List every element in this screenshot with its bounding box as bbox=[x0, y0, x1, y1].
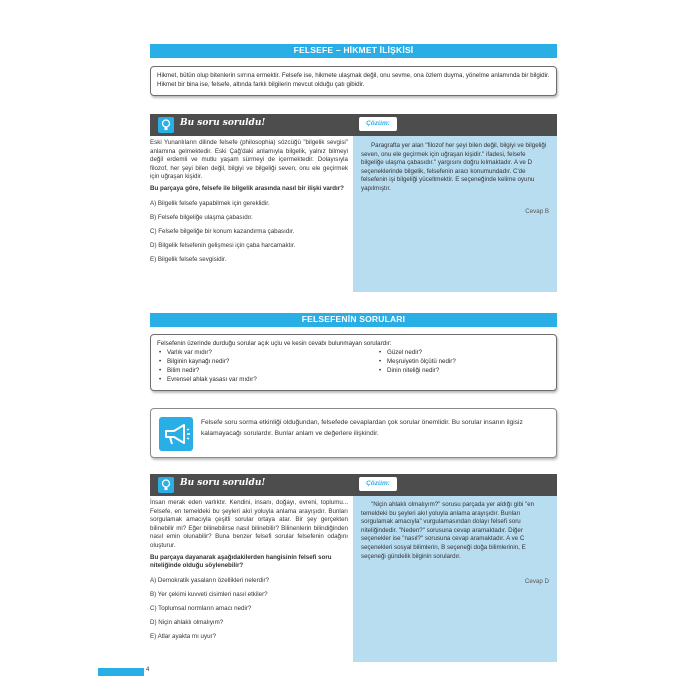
megaphone-icon bbox=[159, 417, 193, 451]
page-number-bar bbox=[98, 668, 144, 676]
option-b[interactable]: B) Yer çekimi kuvveti cisimleri nasıl etkiler? bbox=[150, 590, 268, 598]
solution-header bbox=[353, 474, 557, 496]
list-item: • Varlık var mıdır? bbox=[159, 348, 359, 357]
section-title-felsefe-hikmet: FELSEFE – HİKMET İLİŞKİSİ bbox=[150, 44, 557, 58]
question-header bbox=[150, 474, 353, 496]
option-e[interactable]: E) Bilgelik felsefe sevgisidir. bbox=[150, 255, 227, 263]
questions-box bbox=[150, 334, 557, 391]
question-text: Eski Yunanlıların dilinde felsefe (philosophia) sözcüğü "bilgelik sevgisi" anlamına gelmektedir. Eski Çağ'daki anlamıyla bilgelik, yalnız bilmeyi değil erdemli ve mutlu yaşam sürmeyi de içermektedir. Dolayısıyla filozof, her şeyi bilen değil, bilgiyi ve bilgeliği seven, onu ele geçirmek için uğraşan kişidir. bbox=[150, 139, 348, 181]
option-b[interactable]: B) Felsefe bilgeliğe ulaşma çabasıdır. bbox=[150, 213, 253, 221]
option-e[interactable]: E) Atlar ayakta mı uyur? bbox=[150, 632, 217, 640]
solution-panel bbox=[353, 496, 557, 662]
lightbulb-icon bbox=[158, 477, 174, 493]
question-1-body bbox=[150, 139, 348, 264]
option-c[interactable]: C) Toplumsal normların amacı nedir? bbox=[150, 604, 252, 612]
option-a[interactable]: A) Bilgelik felsefe yapabilmek için gereklidir. bbox=[150, 199, 270, 207]
question-text: İnsan merak eden varlıktır. Kendini, insanı, doğayı, evreni, toplumu... Felsefe, en temeldeki bu şeyleri akıl yoluyla anlama arayışıdır. Bunları sorgulamak amacıyla çeşitli sorular ortaya atar. Bir şey gerçekten bilinebilir mi? Eğer bilinebilirse nasıl bilinebilir? Bilinenlerin bilindiğinden nasıl emin olunabilir? Buna benzer felsefi sorular felsefenin odağını oluşturur. bbox=[150, 499, 348, 549]
note-box bbox=[150, 408, 557, 458]
question-2-body bbox=[150, 499, 348, 641]
list-item: • Evrensel ahlak yasası var mıdır? bbox=[159, 375, 359, 384]
solution-text: Paragrafta yer alan "filozof her şeyi bilen değil, bilgiyi ve bilgeliği seven, onu ele geçirmek için uğraşan kişidir." ifadesi, felsefe bilgeliğe ulaşma çabasıdır." yargısını doğru kılmaktadır. A ve D seçeneklerinde bilgelik, felsefenin aracı konumundadır. C'de felsefenin işi bilgeliği yüceltmektir. E seçeneğinde kelime oyunu yapılmıştır. bbox=[361, 142, 547, 192]
page-number: 4 bbox=[146, 667, 150, 673]
solution-header bbox=[353, 114, 557, 136]
list-item: • Güzel nedir? bbox=[379, 348, 549, 357]
question-header-title: Bu soru soruldu! bbox=[180, 478, 266, 488]
answer-label: Cevap D bbox=[524, 578, 549, 585]
solution-label: Çözüm: bbox=[359, 477, 397, 491]
intro-text: Hikmet, bütün olup bitenlerin sırrına ermektir. Felsefe ise, hikmete ulaşmak değil, onu sevme, ona özlem duyma, yönelme anlamında bir bilgidir. Hikmet bir bina ise, felsefe, altında farklı bilgilerin mevcut olduğu çatı gibidir. bbox=[157, 72, 550, 88]
questions-list-left bbox=[159, 348, 359, 384]
question-prompt: Bu parçaya dayanarak aşağıdakilerden hangisinin felsefi soru niteliğinde olduğu söylenebilir? bbox=[150, 553, 332, 570]
question-header bbox=[150, 114, 353, 136]
solution-text: "Niçin ahlaklı olmalıyım?" sorusu parçada yer aldığı gibi "en temeldeki bu şeyleri akıl yoluyla anlama arayışıdır. Bunları sorgulamak amacıyla" vurgulamasından dolayı felsefi soru niteliğindedir. "Neden?" sorusuna cevap aramaktadır. Diğer seçenekler ise "nasıl?" sorusuna cevap aramaktadır. A ve C seçenekleri sosyal bilimlerin, B seçeneği doğa bilimlerinin, E seçeneği gündelik bilginin sorulardır. bbox=[361, 501, 535, 560]
list-item: • Bilim nedir? bbox=[159, 366, 359, 375]
intro-box bbox=[150, 66, 557, 96]
answer-label: Cevap B bbox=[525, 208, 549, 215]
list-item: • Meşruiyetin ölçütü nedir? bbox=[379, 357, 549, 366]
questions-list-right bbox=[379, 348, 549, 375]
section-title-felsefenin-sorulari: FELSEFENİN SORULARI bbox=[150, 313, 557, 327]
note-text: Felsefe soru sorma etkinliği olduğundan, felsefede cevaplardan çok sorular önemlidir. Bu sorular insanın ilgisiz kalamayacağı sorulardır. Bunlar anlam ve değerlere ilişkindir. bbox=[201, 419, 523, 437]
questions-intro: Felsefenin üzerinde durduğu sorular açık uçlu ve kesin cevabı bulunmayan sorulardır: bbox=[157, 340, 392, 347]
list-item: • Dinin niteliği nedir? bbox=[379, 366, 549, 375]
solution-label: Çözüm: bbox=[359, 117, 397, 131]
question-header-title: Bu soru soruldu! bbox=[180, 118, 266, 128]
solution-panel bbox=[353, 136, 557, 292]
option-d[interactable]: D) Niçin ahlaklı olmalıyım? bbox=[150, 618, 224, 626]
option-d[interactable]: D) Bilgelik felsefenin gelişmesi için çaba harcamaktır. bbox=[150, 241, 296, 249]
question-prompt: Bu parçaya göre, felsefe ile bilgelik arasında nasıl bir ilişki vardır? bbox=[150, 184, 344, 192]
list-item: • Bilginin kaynağı nedir? bbox=[159, 357, 359, 366]
lightbulb-icon bbox=[158, 117, 174, 133]
option-a[interactable]: A) Demokratik yasaların özellikleri nelerdir? bbox=[150, 576, 269, 584]
option-c[interactable]: C) Felsefe bilgeliğe bir konum kazandırma çabasıdır. bbox=[150, 227, 295, 235]
